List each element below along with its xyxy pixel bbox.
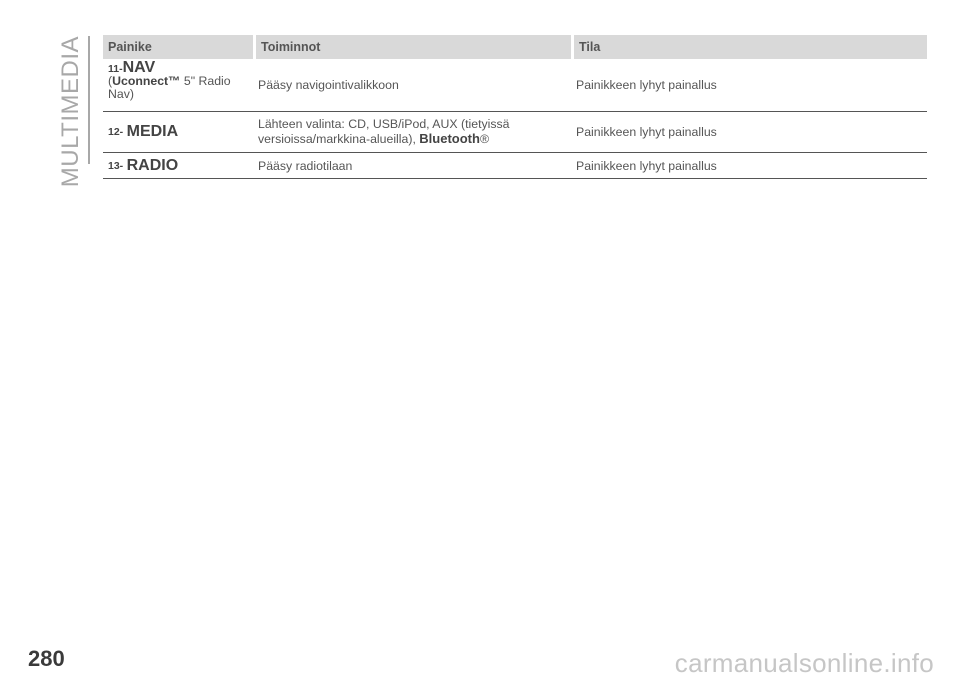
function-bold: Bluetooth bbox=[419, 130, 480, 146]
table-header bbox=[103, 35, 927, 59]
table-row bbox=[103, 59, 927, 112]
note-bold: Uconnect™ bbox=[112, 74, 181, 88]
watermark: carmanualsonline.info bbox=[674, 648, 934, 678]
cell-function: Pääsy navigointivalikkoon bbox=[258, 78, 399, 92]
cell-function: Pääsy radiotilaan bbox=[258, 158, 353, 173]
section-side-title-text: MULTIMEDIA bbox=[57, 36, 84, 188]
section-divider-line bbox=[88, 36, 90, 164]
cell-mode: Painikkeen lyhyt painallus bbox=[576, 158, 717, 173]
row-number: 13- bbox=[108, 159, 124, 172]
button-name: RADIO bbox=[126, 156, 179, 174]
cell-mode: Painikkeen lyhyt painallus bbox=[576, 125, 717, 139]
button-name: NAV bbox=[122, 59, 156, 76]
note-rest: 5" Radio bbox=[180, 74, 231, 88]
cell-button bbox=[103, 59, 253, 111]
cell-button bbox=[103, 112, 253, 152]
function-line-2-text: versioissa/markkina-alueilla), bbox=[258, 131, 420, 146]
function-suffix: ® bbox=[479, 131, 489, 146]
table-row bbox=[103, 153, 927, 179]
row-number: 11- bbox=[108, 63, 123, 75]
cell-mode: Painikkeen lyhyt painallus bbox=[576, 78, 717, 92]
button-function-table bbox=[103, 35, 927, 179]
header-tila: Tila bbox=[571, 35, 927, 59]
button-note bbox=[108, 75, 253, 88]
table-row bbox=[103, 112, 927, 153]
function-line-2 bbox=[258, 132, 571, 147]
header-painike: Painike bbox=[108, 40, 152, 54]
section-side-title bbox=[57, 36, 84, 188]
header-toiminnot: Toiminnot bbox=[253, 35, 571, 59]
function-line-1: Lähteen valinta: CD, USB/iPod, AUX (tietyissä bbox=[258, 117, 510, 131]
cell-function bbox=[253, 112, 571, 152]
cell-button bbox=[103, 153, 253, 178]
page-number: 280 bbox=[28, 646, 65, 671]
button-name: MEDIA bbox=[126, 123, 179, 140]
button-note-line2: Nav) bbox=[108, 86, 134, 101]
note-prefix: ( bbox=[108, 74, 113, 88]
row-number: 12- bbox=[108, 126, 124, 138]
